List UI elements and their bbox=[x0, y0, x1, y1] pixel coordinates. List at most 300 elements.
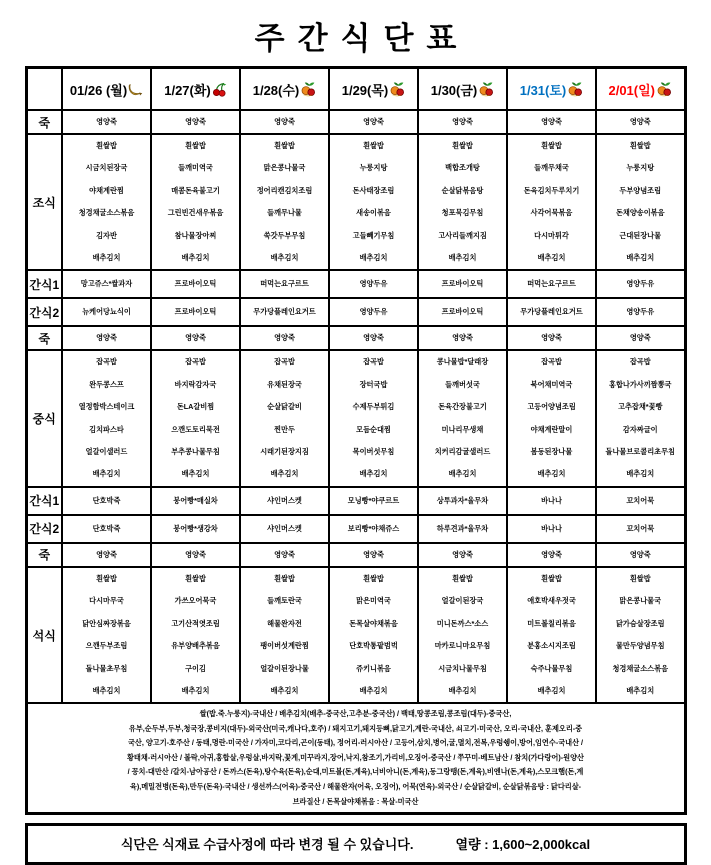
day-label: 01/26 (월) bbox=[69, 82, 128, 98]
menu-item: 야채계란찜 bbox=[89, 185, 124, 195]
menu-item: 배추김치 bbox=[359, 685, 388, 695]
menu-item: 열정함박스테이크 bbox=[78, 402, 135, 412]
menu-cell bbox=[240, 326, 329, 350]
menu-item: 흰쌀밥 bbox=[629, 141, 651, 150]
origin-info bbox=[26, 703, 685, 813]
menu-item: 다시마무국 bbox=[89, 596, 124, 606]
menu-cell bbox=[240, 487, 329, 515]
menu-item: 영양두유 bbox=[626, 279, 655, 289]
menu-item: 청경채굴소스볶음 bbox=[612, 663, 669, 673]
menu-cell bbox=[507, 350, 596, 486]
origin-line: 유부,순두부,두부,청국장,콩비지(대두)-외국산(미국,캐나다,호주) / 돼지고기,돼지등뼈,닭고기,계란-국내산, 쇠고기-미국산, 오리-국내산, 훈제오리-중 bbox=[128, 723, 583, 733]
menu-item: 분홍소시지조림 bbox=[527, 641, 576, 651]
menu-item: 미트볼칠리볶음 bbox=[527, 618, 576, 628]
menu-cell bbox=[418, 110, 507, 134]
menu-item: 쥬키니볶음 bbox=[356, 663, 391, 673]
menu-item: 영양죽 bbox=[452, 117, 473, 126]
menu-cell bbox=[329, 326, 418, 350]
menu-cell bbox=[62, 350, 151, 486]
note-box bbox=[25, 823, 687, 865]
menu-item: 누룽지탕 bbox=[626, 163, 655, 173]
menu-cell bbox=[596, 326, 685, 350]
menu-cell bbox=[62, 515, 151, 543]
menu-item: 고기산적엿조림 bbox=[171, 618, 220, 628]
menu-item: 고사리들깨지짐 bbox=[438, 230, 487, 240]
origin-row bbox=[26, 703, 685, 813]
menu-item: 단호박죽 bbox=[92, 523, 121, 533]
section-row-석식-9 bbox=[26, 567, 685, 703]
menu-cell bbox=[240, 567, 329, 703]
menu-cell bbox=[329, 270, 418, 298]
menu-item: 들깨미역국 bbox=[178, 163, 213, 173]
menu-cell bbox=[507, 134, 596, 270]
menu-item: 순살닭갈비 bbox=[267, 402, 302, 412]
menu-item: 바나나 bbox=[541, 523, 562, 533]
row-label: 중식 bbox=[26, 350, 62, 486]
menu-item: 시금치된장국 bbox=[85, 163, 128, 173]
menu-cell bbox=[507, 110, 596, 134]
menu-cell bbox=[62, 543, 151, 567]
menu-item: 프로바이오틱 bbox=[441, 307, 484, 317]
menu-item: 흰쌀밥 bbox=[629, 573, 651, 583]
menu-cell bbox=[418, 567, 507, 703]
origin-line: 육),메밀전병(돈육),만두(돈육)-국내산 / 생선까스(어육)-중국산 / 해물완자(어육, 오징어), 어묵(연육)-외국산 / 순살닭갈비, 순살닭볶음탕 : 닭다리살- bbox=[129, 781, 582, 791]
day-header bbox=[62, 68, 151, 111]
section-row-죽-0 bbox=[26, 110, 685, 134]
menu-item: 미나리무생채 bbox=[441, 424, 484, 434]
day-label: 2/01(일) bbox=[608, 82, 656, 98]
menu-item: 무가당플레인요거트 bbox=[253, 307, 316, 317]
menu-cell bbox=[329, 567, 418, 703]
section-row-간식2-3 bbox=[26, 298, 685, 326]
menu-item: 얼갈이샐러드 bbox=[85, 447, 128, 457]
menu-item: 프로바이오틱 bbox=[174, 307, 217, 317]
menu-item: 목이버섯무침 bbox=[352, 447, 395, 457]
menu-item: 배추김치 bbox=[448, 253, 477, 263]
origin-line: 브라질산 / 돈목살야채볶음 : 목살-미국산 bbox=[292, 796, 419, 806]
row-label: 간식2 bbox=[26, 298, 62, 326]
menu-item: 영양죽 bbox=[541, 333, 562, 343]
banana-icon bbox=[128, 82, 143, 97]
menu-item: 숙주나물무침 bbox=[530, 663, 573, 673]
menu-item: 배추김치 bbox=[359, 253, 388, 263]
fruit-icon bbox=[656, 81, 672, 97]
menu-cell bbox=[418, 515, 507, 543]
menu-item: 영양죽 bbox=[96, 117, 117, 126]
menu-item: 배추김치 bbox=[270, 685, 299, 695]
menu-item: 배추김치 bbox=[270, 253, 299, 263]
menu-item: 맑은콩나물국 bbox=[619, 596, 662, 606]
menu-item: 잡곡밥 bbox=[185, 357, 206, 367]
menu-item: 흰쌀밥 bbox=[96, 141, 117, 150]
menu-item: 배추김치 bbox=[181, 253, 210, 263]
section-row-죽-4 bbox=[26, 326, 685, 350]
menu-cell bbox=[151, 110, 240, 134]
menu-cell bbox=[329, 543, 418, 567]
menu-item: 샤인머스켓 bbox=[267, 495, 302, 505]
menu-cell bbox=[596, 110, 685, 134]
menu-item: 영양죽 bbox=[541, 549, 562, 559]
menu-item: 배추김치 bbox=[181, 685, 210, 695]
menu-item: 누룽지탕 bbox=[359, 163, 388, 173]
menu-item: 영양두유 bbox=[359, 279, 388, 289]
menu-item: 고들빼기무침 bbox=[352, 230, 395, 240]
day-header bbox=[507, 68, 596, 111]
menu-item: 붕어빵*매실차 bbox=[173, 495, 218, 505]
menu-item: 바지락감자국 bbox=[174, 379, 217, 389]
fruit-icon bbox=[567, 81, 583, 97]
menu-item: 영양두유 bbox=[359, 307, 388, 317]
menu-cell bbox=[240, 134, 329, 270]
menu-item: 잡곡밥 bbox=[363, 357, 384, 367]
menu-item: 다시마튀각 bbox=[534, 230, 569, 240]
menu-cell bbox=[151, 298, 240, 326]
menu-item: 배추김치 bbox=[626, 685, 655, 695]
row-label: 석식 bbox=[26, 567, 62, 703]
menu-item: 흰쌀밥 bbox=[363, 141, 384, 150]
menu-item: 영양죽 bbox=[96, 333, 117, 343]
menu-item: 배추김치 bbox=[181, 469, 210, 479]
menu-item: 영양죽 bbox=[96, 549, 117, 559]
menu-item: 흰쌀밥 bbox=[452, 141, 473, 150]
day-header bbox=[418, 68, 507, 111]
menu-cell bbox=[151, 487, 240, 515]
menu-cell bbox=[329, 350, 418, 486]
menu-item: 돈LA갈비찜 bbox=[176, 402, 215, 412]
menu-cell bbox=[507, 487, 596, 515]
menu-cell bbox=[596, 543, 685, 567]
menu-cell bbox=[596, 350, 685, 486]
menu-item: 영양죽 bbox=[185, 333, 206, 343]
menu-item: 흰쌀밥 bbox=[185, 141, 206, 150]
menu-item: 정어리캔김치조림 bbox=[256, 185, 313, 195]
menu-item: 닭가슴살장조림 bbox=[615, 618, 665, 628]
menu-cell bbox=[596, 487, 685, 515]
menu-item: 잡곡밥 bbox=[541, 357, 562, 367]
menu-item: 흰쌀밥 bbox=[185, 573, 206, 583]
menu-item: 돈사태장조림 bbox=[352, 185, 395, 195]
menu-item: 청포묵김무침 bbox=[441, 208, 484, 218]
menu-item: 들깨버섯국 bbox=[445, 379, 480, 389]
menu-item: 단호박죽 bbox=[92, 495, 121, 505]
menu-cell bbox=[151, 350, 240, 486]
row-label: 간식2 bbox=[26, 515, 62, 543]
day-header bbox=[596, 68, 685, 111]
row-label: 죽 bbox=[26, 326, 62, 350]
menu-cell bbox=[240, 350, 329, 486]
menu-item: 영양죽 bbox=[274, 549, 295, 559]
menu-item: 상투과자*율무차 bbox=[436, 495, 489, 505]
menu-cell bbox=[507, 543, 596, 567]
menu-item: 배추김치 bbox=[359, 469, 388, 479]
fruit-icon bbox=[478, 81, 494, 97]
menu-item: 영양죽 bbox=[452, 333, 473, 343]
menu-item: 으깬도토리묵전 bbox=[171, 424, 220, 434]
menu-item: 백합조개탕 bbox=[445, 163, 480, 173]
menu-cell bbox=[329, 110, 418, 134]
day-label: 1/27(화) bbox=[164, 82, 211, 98]
menu-item: 꼬치어묵 bbox=[626, 523, 655, 533]
page-title: 주간식단표 bbox=[254, 21, 470, 56]
menu-item: 영양죽 bbox=[185, 549, 206, 559]
origin-line: 쌀(밥.죽.누룽지)-국내산 / 배추김치(배추-중국산,고추분-중국산) / 백태,땅콩조림,콩조림(대두)-중국산, bbox=[199, 708, 512, 718]
menu-item: 샤인머스켓 bbox=[267, 523, 302, 533]
menu-item: 바나나 bbox=[541, 495, 562, 505]
menu-cell bbox=[507, 326, 596, 350]
menu-cell bbox=[418, 350, 507, 486]
note-text: 식단은 식재료 수급사정에 따라 변경 될 수 있습니다. bbox=[120, 837, 414, 853]
menu-item: 시래기된장지짐 bbox=[260, 447, 309, 457]
menu-item: 찐만두 bbox=[274, 424, 295, 434]
menu-item: 배추김치 bbox=[626, 253, 655, 263]
menu-item: 영양죽 bbox=[452, 549, 473, 559]
menu-item: 들깨무채국 bbox=[534, 163, 569, 173]
menu-item: 흰쌀밥 bbox=[363, 573, 384, 583]
menu-cell bbox=[62, 134, 151, 270]
menu-item: 돌나물초무침 bbox=[85, 663, 128, 673]
row-label: 조식 bbox=[26, 134, 62, 270]
menu-item: 고추잡채*꽃빵 bbox=[618, 402, 663, 412]
menu-item: 야채계란말이 bbox=[530, 424, 573, 434]
menu-cell bbox=[596, 567, 685, 703]
menu-item: 순살닭볶음탕 bbox=[441, 185, 484, 195]
menu-item: 보리빵*야채쥬스 bbox=[347, 523, 400, 533]
menu-item: 영양죽 bbox=[629, 117, 651, 126]
day-label: 1/30(금) bbox=[430, 82, 478, 98]
menu-cell bbox=[62, 110, 151, 134]
menu-item: 떠먹는요구르트 bbox=[260, 279, 309, 289]
menu-item: 흰쌀밥 bbox=[96, 573, 117, 583]
menu-item: 구이김 bbox=[185, 663, 206, 673]
menu-item: 맑은콩나물국 bbox=[263, 163, 306, 173]
menu-item: 잡곡밥 bbox=[96, 357, 117, 367]
menu-item: 흰쌀밥 bbox=[274, 573, 295, 583]
menu-item: 애호박새우젓국 bbox=[527, 596, 576, 606]
menu-cell bbox=[62, 298, 151, 326]
menu-item: 맑은미역국 bbox=[356, 596, 391, 606]
menu-item: 배추김치 bbox=[92, 253, 121, 263]
menu-cell bbox=[62, 326, 151, 350]
menu-item: 돈육김치두루치기 bbox=[523, 185, 580, 195]
menu-item: 두부양념조림 bbox=[619, 185, 662, 195]
menu-item: 봄동된장나물 bbox=[530, 447, 573, 457]
menu-item: 흰쌀밥 bbox=[274, 141, 295, 150]
menu-item: 근대된장나물 bbox=[619, 230, 662, 240]
menu-item: 감자짜글이 bbox=[622, 424, 658, 434]
menu-item: 사각어묵볶음 bbox=[530, 208, 573, 218]
menu-item: 배추김치 bbox=[92, 469, 121, 479]
menu-cell bbox=[418, 487, 507, 515]
menu-cell bbox=[151, 326, 240, 350]
menu-item: 프로바이오틱 bbox=[174, 279, 217, 289]
menu-cell bbox=[596, 270, 685, 298]
menu-item: 마카로니마요무침 bbox=[434, 641, 491, 651]
menu-cell bbox=[507, 270, 596, 298]
section-row-간식1-2 bbox=[26, 270, 685, 298]
menu-cell bbox=[329, 134, 418, 270]
menu-item: 들깨무나물 bbox=[267, 208, 302, 218]
menu-item: 배추김치 bbox=[537, 469, 566, 479]
menu-item: 배추김치 bbox=[626, 469, 655, 479]
weekly-menu-table bbox=[25, 66, 687, 815]
menu-cell bbox=[418, 543, 507, 567]
menu-item: 완두콩스프 bbox=[89, 379, 124, 389]
menu-item: 얼갈이된장나물 bbox=[260, 663, 309, 673]
menu-cell bbox=[329, 298, 418, 326]
menu-cell bbox=[596, 134, 685, 270]
calorie-info: 열량 : 1,600~2,000kcal bbox=[455, 837, 591, 853]
menu-item: 꼬치어묵 bbox=[626, 495, 655, 505]
menu-item: 배추김치 bbox=[92, 685, 121, 695]
menu-item: 해물완자전 bbox=[267, 618, 302, 628]
menu-item: 북어채미역국 bbox=[530, 379, 573, 389]
menu-item: 무가당플레인요거트 bbox=[520, 307, 583, 317]
menu-cell bbox=[507, 567, 596, 703]
menu-cell bbox=[329, 487, 418, 515]
menu-item: 영양죽 bbox=[629, 333, 651, 343]
cherry-icon bbox=[212, 82, 227, 97]
menu-item: 김치파스타 bbox=[89, 424, 124, 434]
menu-item: 배추김치 bbox=[448, 469, 477, 479]
row-label: 간식1 bbox=[26, 487, 62, 515]
menu-item: 흰쌀밥 bbox=[541, 141, 562, 150]
menu-item: 팽이버섯계란찜 bbox=[260, 641, 309, 651]
fruit-icon bbox=[389, 81, 405, 97]
menu-item: 그린빈건새우볶음 bbox=[167, 208, 224, 218]
day-label: 1/31(토) bbox=[519, 82, 567, 98]
menu-item: 배추김치 bbox=[448, 685, 477, 695]
menu-cell bbox=[240, 110, 329, 134]
menu-cell bbox=[62, 270, 151, 298]
menu-item: 유부양배추볶음 bbox=[171, 641, 220, 651]
menu-item: 배추김치 bbox=[537, 685, 566, 695]
menu-item: 돈육간장불고기 bbox=[438, 402, 487, 412]
menu-item: 잡곡밥 bbox=[274, 357, 295, 367]
section-row-간식1-6 bbox=[26, 487, 685, 515]
menu-item: 떠먹는요구르트 bbox=[527, 279, 576, 289]
section-row-조식-1 bbox=[26, 134, 685, 270]
section-row-간식2-7 bbox=[26, 515, 685, 543]
menu-item: 모닝빵*야쿠르트 bbox=[347, 495, 400, 505]
menu-item: 돈목살야채볶음 bbox=[349, 618, 398, 628]
menu-cell bbox=[151, 567, 240, 703]
menu-item: 참나물장아찌 bbox=[174, 230, 217, 240]
menu-item: 영양죽 bbox=[274, 117, 295, 126]
menu-item: 영양죽 bbox=[363, 333, 384, 343]
menu-item: 치커리감귤샐러드 bbox=[434, 447, 491, 457]
menu-cell bbox=[240, 543, 329, 567]
menu-item: 프로바이오틱 bbox=[441, 279, 484, 289]
menu-item: 부추콩나물무침 bbox=[171, 447, 220, 457]
menu-item: 붕어빵*생강차 bbox=[173, 523, 218, 533]
menu-cell bbox=[418, 134, 507, 270]
menu-cell bbox=[240, 515, 329, 543]
menu-item: 콩나물밥*달래장 bbox=[436, 357, 489, 367]
menu-item: 얼갈이된장국 bbox=[441, 596, 484, 606]
menu-item: 뉴케어당뇨식이 bbox=[82, 307, 131, 317]
menu-item: 배추김치 bbox=[270, 469, 299, 479]
menu-cell bbox=[240, 298, 329, 326]
menu-item: 새송이볶음 bbox=[356, 208, 391, 218]
menu-cell bbox=[507, 515, 596, 543]
menu-item: 으깬두부조림 bbox=[85, 641, 128, 651]
menu-item: 장터국밥 bbox=[359, 379, 388, 389]
menu-cell bbox=[596, 298, 685, 326]
menu-cell bbox=[151, 543, 240, 567]
menu-item: 영양죽 bbox=[185, 117, 206, 126]
menu-cell bbox=[596, 515, 685, 543]
day-header bbox=[240, 68, 329, 111]
menu-item: 단호박통팥범벅 bbox=[349, 641, 398, 651]
menu-cell bbox=[418, 326, 507, 350]
section-row-죽-8 bbox=[26, 543, 685, 567]
menu-item: 유채된장국 bbox=[267, 379, 302, 389]
menu-item: 수제두부튀김 bbox=[352, 402, 395, 412]
menu-item: 돌나물브로콜리초무침 bbox=[605, 447, 675, 457]
menu-item: 청경채굴소스볶음 bbox=[78, 208, 135, 218]
menu-cell bbox=[507, 298, 596, 326]
menu-item: 매콤돈육불고기 bbox=[171, 185, 220, 195]
fruit-icon bbox=[300, 81, 316, 97]
menu-item: 망고쥬스*쌀과자 bbox=[80, 279, 133, 289]
corner-cell bbox=[26, 68, 62, 111]
menu-item: 모듬순대찜 bbox=[356, 424, 391, 434]
menu-item: 닭안심짜장볶음 bbox=[82, 618, 131, 628]
menu-cell bbox=[329, 515, 418, 543]
day-label: 1/29(목) bbox=[341, 82, 389, 98]
menu-cell bbox=[418, 270, 507, 298]
menu-item: 배추김치 bbox=[537, 253, 566, 263]
menu-item: 영양죽 bbox=[363, 549, 384, 559]
menu-item: 영양죽 bbox=[541, 117, 562, 126]
menu-cell bbox=[151, 134, 240, 270]
menu-item: 잡곡밥 bbox=[629, 357, 651, 367]
days-header-row bbox=[26, 68, 685, 111]
menu-cell bbox=[151, 515, 240, 543]
menu-item: 가쓰오어묵국 bbox=[174, 596, 217, 606]
menu-cell bbox=[418, 298, 507, 326]
origin-line: 국산, 양고기-호주산 / 동태,명란-미국산 / 가자미,코다리,곤이(동태), 정어리-러시아산 / 고등어,삼치,병어,굴,멸치,전복,우렁쉥이,방어,임연수-국내산 / bbox=[127, 738, 584, 748]
row-label: 간식1 bbox=[26, 270, 62, 298]
section-row-중식-5 bbox=[26, 350, 685, 486]
menu-item: 물만두양념무침 bbox=[615, 641, 665, 651]
menu-item: 홍합나가사끼짬뽕국 bbox=[609, 379, 672, 389]
menu-cell bbox=[62, 567, 151, 703]
day-label: 1/28(수) bbox=[252, 82, 300, 98]
menu-item: 돈채양송이볶음 bbox=[615, 208, 665, 218]
menu-item: 영양죽 bbox=[629, 549, 651, 559]
menu-item: 영양죽 bbox=[363, 117, 384, 126]
origin-line: / 꽁치-대만산 /갈치-남아공산 / 돈까스(돈육),탕수육(돈육),순대,미트볼(돈,계육),너비아니(돈,계육),동그랑땡(돈,계육),비엔나(돈,계육),스모크햄(돈,계 bbox=[127, 767, 584, 777]
origin-line: 황태채-러시아산 / 볼락,아귀,홍합살,우렁살,바지락,꽃게,미꾸라지,장어,낙지,참조기,가리비,오징어-중국산 / 쭈꾸미-베트남산 / 참치(가다랑어)-원양산 bbox=[126, 752, 584, 762]
menu-cell bbox=[62, 487, 151, 515]
menu-item: 하루견과*율무차 bbox=[436, 523, 489, 533]
menu-item: 흰쌀밥 bbox=[541, 573, 562, 583]
day-header bbox=[151, 68, 240, 111]
menu-cell bbox=[151, 270, 240, 298]
day-header bbox=[329, 68, 418, 111]
menu-item: 영양두유 bbox=[626, 307, 655, 317]
row-label: 죽 bbox=[26, 543, 62, 567]
menu-item: 김자반 bbox=[96, 230, 117, 240]
menu-item: 시금치나물무침 bbox=[438, 663, 487, 673]
menu-item: 고등어양념조림 bbox=[527, 402, 576, 412]
menu-item: 쑥갓두부무침 bbox=[263, 230, 306, 240]
menu-item: 흰쌀밥 bbox=[452, 573, 473, 583]
row-label: 죽 bbox=[26, 110, 62, 134]
menu-item: 미니돈까스*소스 bbox=[436, 618, 489, 628]
menu-item: 들깨토란국 bbox=[267, 596, 302, 606]
